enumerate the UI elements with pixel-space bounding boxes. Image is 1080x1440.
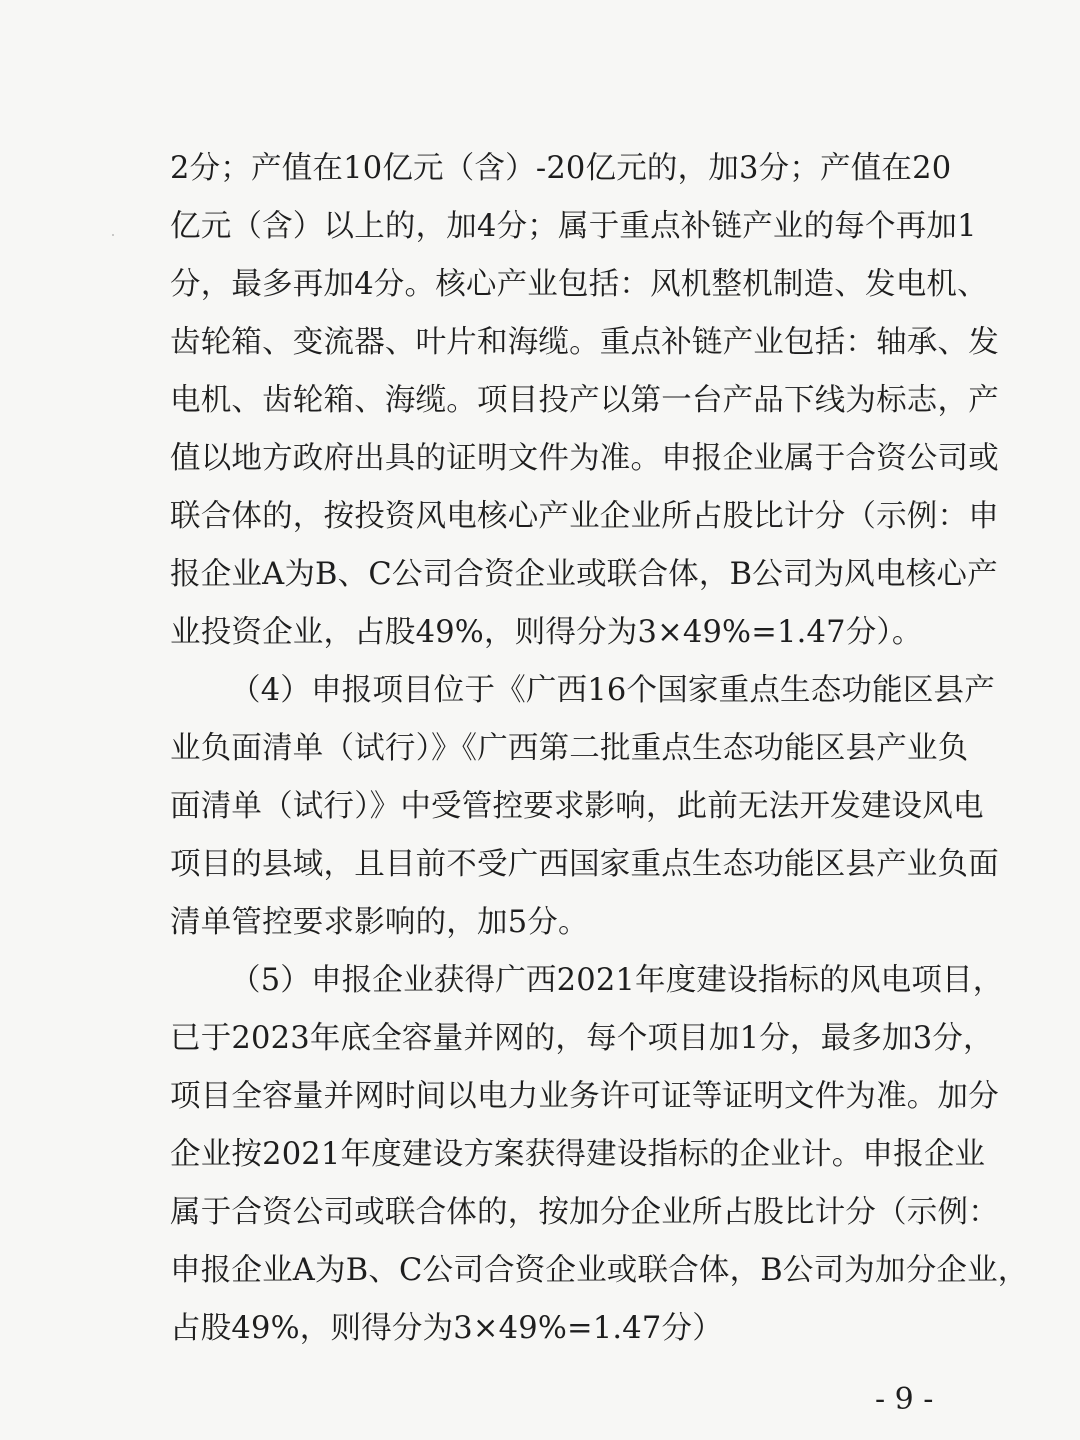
text-line-1: 2分；产值在10亿元（含）-20亿元的，加3分；产值在20 (170, 151, 952, 186)
text-line-9: 业投资企业，占股49%，则得分为3×49%=1.47分）。 (170, 615, 923, 650)
paragraph-5-line-7: 占股49%，则得分为3×49%=1.47分） (170, 1311, 723, 1346)
text-line-4: 齿轮箱、变流器、叶片和海缆。重点补链产业包括：轴承、发 (170, 325, 999, 360)
text-line-6: 值以地方政府出具的证明文件为准。申报企业属于合资公司或 (170, 441, 999, 476)
paragraph-4-line-3: 面清单（试行）》中受管控要求影响，此前无法开发建设风电 (170, 789, 984, 824)
paragraph-5-line-5: 属于合资公司或联合体的，按加分企业所占股比计分（示例： (170, 1195, 999, 1230)
text-line-3: 分，最多再加4分。核心产业包括：风机整机制造、发电机、 (170, 267, 988, 302)
paragraph-4-line-4: 项目的县域，且目前不受广西国家重点生态功能区县产业负面 (170, 847, 999, 882)
paragraph-4-line-5: 清单管控要求影响的，加5分。 (170, 905, 589, 940)
paragraph-5-line-4: 企业按2021年度建设方案获得建设指标的企业计。申报企业 (170, 1137, 986, 1172)
text-line-2: 亿元（含）以上的，加4分；属于重点补链产业的每个再加1 (170, 209, 977, 244)
text-line-5: 电机、齿轮箱、海缆。项目投产以第一台产品下线为标志，产 (170, 383, 999, 418)
paragraph-4-line-1: （4）申报项目位于《广西16个国家重点生态功能区县产 (230, 673, 995, 708)
text-line-7: 联合体的，按投资风电核心产业企业所占股比计分（示例：申 (170, 499, 999, 534)
page-number: - 9 - (875, 1382, 934, 1417)
paragraph-4-line-2: 业负面清单（试行）》《广西第二批重点生态功能区县产业负 (170, 731, 969, 766)
scan-speck (112, 234, 114, 236)
paragraph-5-line-1: （5）申报企业获得广西2021年度建设指标的风电项目， (230, 963, 1004, 998)
paragraph-5-line-6: 申报企业A为B、C公司合资企业或联合体，B公司为加分企业， (170, 1253, 1029, 1288)
paragraph-5-line-2: 已于2023年底全容量并网的，每个项目加1分，最多加3分， (170, 1021, 994, 1056)
paragraph-5-line-3: 项目全容量并网时间以电力业务许可证等证明文件为准。加分 (170, 1079, 999, 1114)
text-line-8: 报企业A为B、C公司合资企业或联合体，B公司为风电核心产 (170, 557, 998, 592)
